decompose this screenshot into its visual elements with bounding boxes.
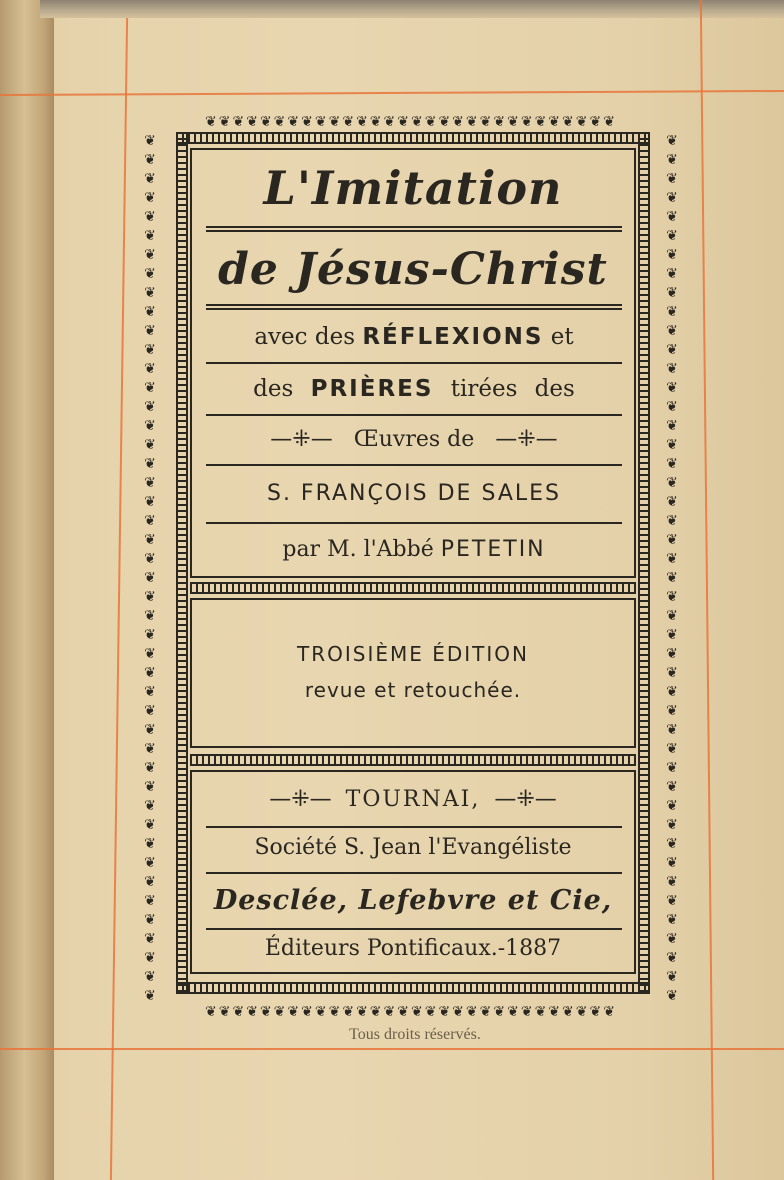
title-rule-1 xyxy=(206,226,622,232)
publisher-rule-1 xyxy=(206,826,622,828)
chain-border-bottom xyxy=(176,982,650,994)
city-text: TOURNAI, xyxy=(345,787,481,812)
ornament-column-right: ❦❦❦❦❦❦❦❦❦❦❦❦❦❦❦❦❦❦❦❦❦❦❦❦❦❦❦❦❦❦❦❦❦❦❦❦❦❦❦❦❦❦❦❦❦❦ xyxy=(666,133,678,1002)
chain-separator-2 xyxy=(190,754,636,766)
page-top-edge xyxy=(40,0,784,18)
editor-pre: par M. l'Abbé xyxy=(282,537,434,562)
publisher-rule-2 xyxy=(206,872,622,874)
edition-line-1: TROISIÈME ÉDITION xyxy=(297,642,529,666)
works-text: Œuvres de xyxy=(353,427,475,452)
edition-line-2: revue et retouchée. xyxy=(304,678,522,702)
subtitle-line-2-caps: PRIÈRES xyxy=(310,376,434,402)
subtitle-line-1-post: et xyxy=(550,324,574,350)
ornament-row-top: ❦❦❦❦❦❦❦❦❦❦❦❦❦❦❦❦❦❦❦❦❦❦❦❦❦❦❦❦❦❦ xyxy=(205,114,617,130)
chain-border-right xyxy=(638,132,650,994)
firm-line: Desclée, Lefebvre et Cie, xyxy=(213,885,613,916)
city-ornament-right: —⁜— xyxy=(494,787,557,812)
book-spine xyxy=(0,0,54,1180)
subtitle-line-2-pre: des xyxy=(253,376,294,402)
imprint-line: Éditeurs Pontificaux.-1887 xyxy=(264,936,562,961)
editor-line xyxy=(200,532,628,568)
subtitle-rule-4 xyxy=(206,522,622,524)
title-line-2: de Jésus-Christ xyxy=(218,244,608,295)
society-line: Société S. Jean l'Evangéliste xyxy=(254,835,572,860)
author-line: S. FRANÇOIS DE SALES xyxy=(266,481,561,506)
chain-border-top xyxy=(176,132,650,144)
works-line xyxy=(200,424,628,456)
subtitle-line-2-post: tirées des xyxy=(450,376,575,402)
subtitle-rule-2 xyxy=(206,414,622,416)
subtitle-rule-1 xyxy=(206,362,622,364)
rights-notice: Tous droits réservés. xyxy=(349,1026,481,1043)
editor-caps: PETETIN xyxy=(440,537,546,562)
subtitle-rule-3 xyxy=(206,464,622,466)
subtitle-line-2 xyxy=(200,372,628,406)
subtitle-line-1-pre: avec des xyxy=(254,324,355,350)
edition-box xyxy=(190,598,636,748)
red-rule-bottom xyxy=(0,1048,784,1050)
title-line-1: L'Imitation xyxy=(263,161,563,215)
chain-border-left xyxy=(176,132,188,994)
works-ornament-right: —⁜— xyxy=(495,427,558,452)
subtitle-line-1-caps: RÉFLEXIONS xyxy=(362,324,544,350)
chain-separator-1 xyxy=(190,582,636,594)
ornament-column-left: ❦❦❦❦❦❦❦❦❦❦❦❦❦❦❦❦❦❦❦❦❦❦❦❦❦❦❦❦❦❦❦❦❦❦❦❦❦❦❦❦❦❦❦❦❦❦ xyxy=(144,133,156,1002)
ornament-row-bottom: ❦❦❦❦❦❦❦❦❦❦❦❦❦❦❦❦❦❦❦❦❦❦❦❦❦❦❦❦❦❦ xyxy=(205,1004,617,1020)
subtitle-line-1 xyxy=(200,320,628,354)
city-line xyxy=(190,782,636,818)
works-ornament-left: —⁜— xyxy=(270,427,333,452)
city-ornament-left: —⁜— xyxy=(269,787,332,812)
title-rule-2 xyxy=(206,304,622,310)
